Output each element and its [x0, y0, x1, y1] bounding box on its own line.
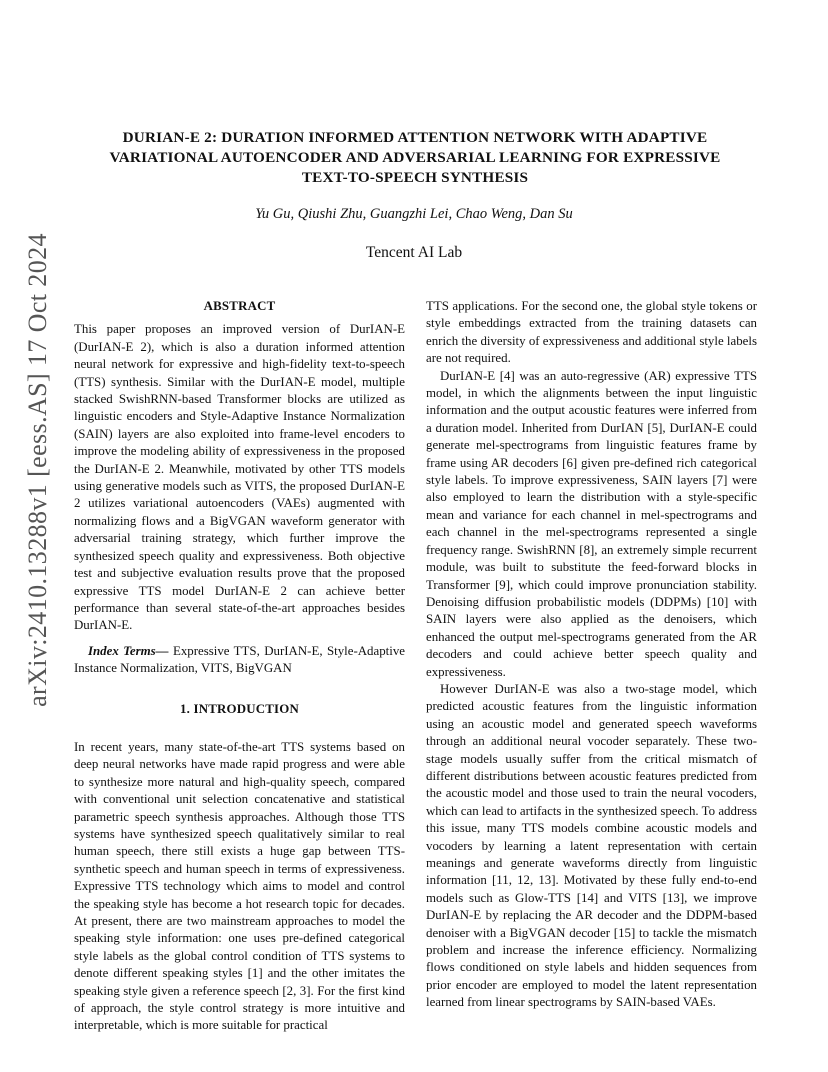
title-line: VARIATIONAL AUTOENCODER AND ADVERSARIAL LEARNING FOR EXPRESSIVE: [109, 149, 721, 166]
right-column: [426, 298, 757, 1012]
index-terms-label: Index Terms—: [88, 643, 169, 658]
abstract-text: This paper proposes an improved version of DurIAN-E (DurIAN-E 2), which is also a duration informed attention neural network for expressive and high-fidelity text-to-speech (TTS) synthesis. Similar with the DurIAN-E model, multiple stacked SwishRNN-based Transformer blocks are utilized as linguistic encoders and Style-Adaptive Instance Normalization (SAIN) layers are also exploited into frame-level encoders to improve the modeling ability of expressiveness in the proposed the DurIAN-E 2. Meanwhile, motivated by other TTS models using generative models such as VITS, the proposed DurIAN-E 2 utilizes variational autoencoders (VAEs) augmented with normalizing flows and a BigVGAN waveform generator with adversarial training strategy, which further improve the synthesized speech quality and expressiveness. Both objective test and subjective evaluation results prove that the proposed expressive TTS model DurIAN-E 2 can achieve better performance than several state-of-the-art approaches besides DurIAN-E.: [74, 322, 405, 633]
title-line: TEXT-TO-SPEECH SYNTHESIS: [301, 169, 529, 186]
title-line: DURIAN-E 2: DURATION INFORMED ATTENTION NETWORK WITH ADAPTIVE: [122, 129, 708, 146]
arxiv-stamp-text: arXiv:2410.13288v1 [eess.AS] 17 Oct 2024: [23, 233, 52, 707]
abstract-heading: ABSTRACT: [203, 299, 276, 313]
affiliation: Tencent AI Lab: [365, 244, 463, 261]
paper-title: [70, 128, 760, 188]
right-paragraph-2: DurIAN-E [4] was an auto-regressive (AR) expressive TTS model, in which the alignments between the input linguistic information and the output acoustic features were inferred from a duration model. Inherited from DurIAN [5], DurIAN-E could generate mel-spectrograms from linguistic features frame by frame using AR decoders [6] given pre-defined rich categorical style labels. To improve expressiveness, SAIN layers [7] were also employed to learn the distribution with a style-specific mean and variance for each channel in mel-spectrograms and each channel in the mel-spectrograms represented a single frequency range. SwishRNN [8], an extremely simple recurrent module, was built to substitute the feed-forward blocks in Transformer [9], which could improve pronunciation stability. Denoising diffusion probabilistic models (DDPMs) [10] with SAIN layers were also applied as the denoisers, which enhanced the output mel-spectrograms generated from the AR decoders and could achieve better speech quality and expressiveness.: [426, 368, 757, 679]
introduction-heading: 1. INTRODUCTION: [179, 701, 300, 716]
index-terms: [74, 643, 405, 678]
left-column: [74, 298, 405, 1035]
index-terms-text: Expressive TTS, DurIAN-E, Style-Adaptive Instance Normalization, VITS, BigVGAN: [74, 643, 405, 676]
right-paragraph-3: However DurIAN-E was also a two-stage model, which predicted acoustic features from the linguistic information using an acoustic model and generated speech waveforms through an additional neural vocoder separately. These two-stage models usually suffer from the critical mismatch of different distributions between acoustic features predicted from the acoustic model and those used to train the neural vocoders, which can lead to artifacts in the synthesized speech. To address this issue, many TTS models combine acoustic models and vocoders by learning a latent representation with certain meanings and generate waveforms directly from linguistic information [11, 12, 13]. Motivated by these fully end-to-end models such as Glow-TTS [14] and VITS [13], we improve DurIAN-E by replacing the AR decoder and the DDPM-based denoiser with a BigVGAN decoder [15] to tackle the mismatch problem and increase the inference efficiency. Normalizing flows conditioned on style labels and hidden sequences from prior encoder are employed to model the latent representation learned from linear spectrograms by SAIN-based VAEs.: [426, 681, 757, 1010]
arxiv-stamp: [18, 233, 58, 707]
intro-paragraph-1: In recent years, many state-of-the-art TTS systems based on deep neural networks have made rapid progress and were able to synthesize more natural and high-quality speech, compared with conventional unit selection concatenative and statistical parametric speech synthesis approaches. Although those TTS systems have synthesized speech qualitatively similar to real human speech, there still exists a huge gap between TTS-synthetic speech and human speech in terms of expressiveness. Expressive TTS technology which aims to model and control the speaking style has become a hot research topic for decades. At present, there are two mainstream approaches to model the speaking style information: one uses pre-defined categorical style labels as the global control condition of TTS systems to denote different speaking styles [1] and the other imitates the speaking style given a reference speech [2, 3]. For the first kind of approach, the style control strategy is more intuitive and interpretable, which is more suitable for practical: [74, 739, 405, 1033]
authors: Yu Gu, Qiushi Zhu, Guangzhi Lei, Chao Weng, Dan Su: [255, 206, 573, 222]
right-paragraph-1: TTS applications. For the second one, the global style tokens or style embeddings extracted from the training datasets can enrich the diversity of expressiveness and additional style labels are not required.: [426, 299, 757, 366]
